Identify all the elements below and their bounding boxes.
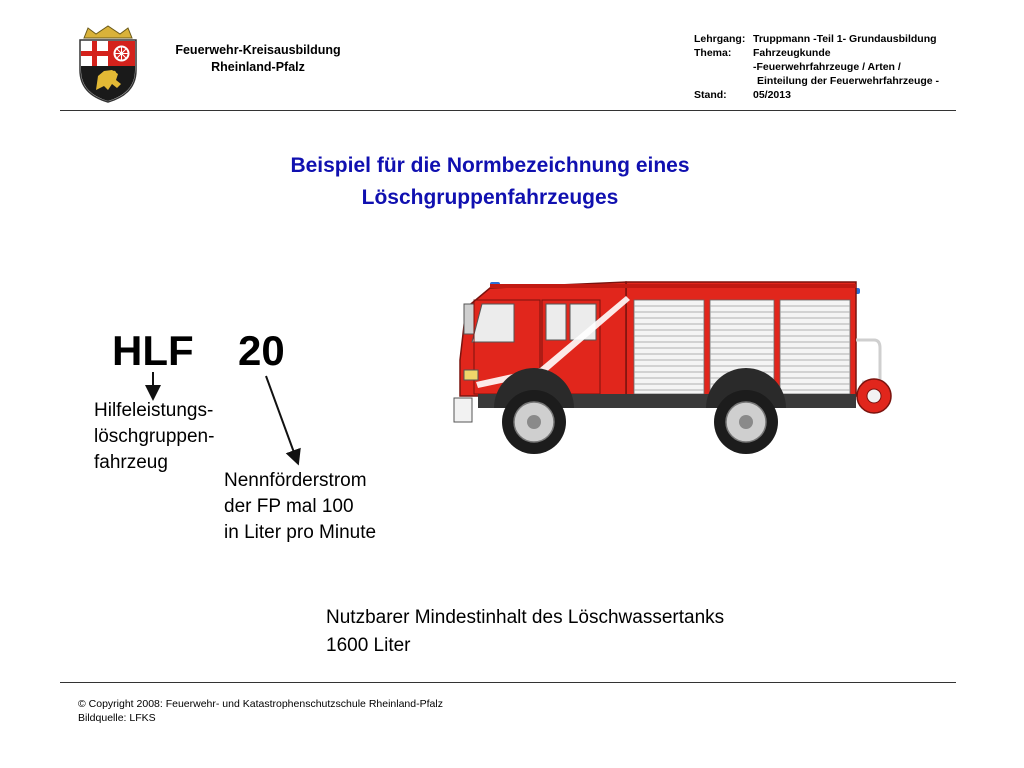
rear-wheel xyxy=(714,390,778,454)
status-value: 05/2013 xyxy=(753,89,791,101)
tank-capacity-line-2: 1600 Liter xyxy=(326,635,411,656)
number-meaning-line-3: in Liter pro Minute xyxy=(224,522,377,543)
course-value: Truppmann -Teil 1- Grundausbildung xyxy=(753,33,937,45)
topic-line-1: Fahrzeugkunde xyxy=(753,47,831,59)
topic-line-2: -Feuerwehrfahrzeuge / Arten / xyxy=(753,61,901,73)
topic-line-3: Einteilung der Feuerwehrfahrzeuge - xyxy=(757,75,940,87)
letters-meaning-line-3: fahrzeug xyxy=(94,452,168,473)
organization-region: Rheinland-Pfalz xyxy=(211,60,305,74)
designation-number: 20 xyxy=(238,327,285,374)
number-arrow xyxy=(266,376,296,458)
slide-title-line-1: Beispiel für die Normbezeichnung eines xyxy=(290,154,690,177)
number-meaning-line-1: Nennförderstrom xyxy=(224,470,367,491)
number-meaning-line-2: der FP mal 100 xyxy=(224,496,354,517)
topic-label: Thema: xyxy=(694,47,732,59)
slide-title-line-2: Löschgruppenfahrzeuges xyxy=(361,186,619,209)
front-wheel xyxy=(502,390,566,454)
coat-of-arms-icon xyxy=(74,24,142,104)
header-divider xyxy=(60,110,956,111)
footer-divider xyxy=(60,682,956,683)
designation-letters: HLF xyxy=(112,327,194,374)
letters-meaning-line-1: Hilfeleistungs- xyxy=(94,400,214,421)
image-source: Bildquelle: LFKS xyxy=(78,712,156,724)
organization-name: Feuerwehr-Kreisausbildung xyxy=(175,43,341,57)
course-label: Lehrgang: xyxy=(694,33,746,45)
status-label: Stand: xyxy=(694,89,727,101)
tank-capacity-line-1: Nutzbarer Mindestinhalt des Löschwassertanks xyxy=(326,607,725,628)
copyright-notice: © Copyright 2008: Feuerwehr- und Katastrophenschutzschule Rheinland-Pfalz xyxy=(78,698,443,710)
fire-truck-illustration xyxy=(448,270,898,462)
letters-meaning-line-2: löschgruppen- xyxy=(94,426,215,447)
